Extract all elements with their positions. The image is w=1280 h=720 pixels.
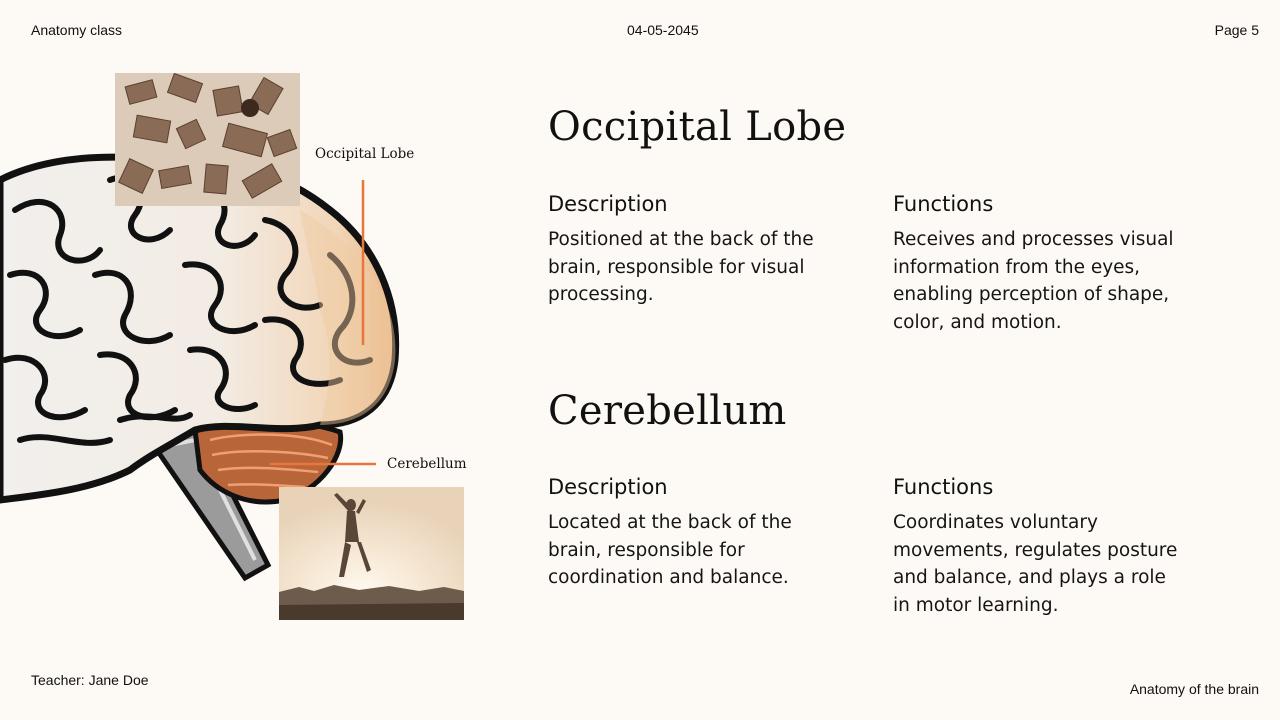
dancer-photo — [279, 487, 464, 620]
teacher-name: Teacher: Jane Doe — [31, 672, 149, 688]
section-title-occipital: Occipital Lobe — [548, 104, 847, 150]
functions-heading: Functions — [893, 475, 994, 499]
slide-date: 04-05-2045 — [627, 22, 699, 38]
description-text: Located at the back of the brain, responsible for coordination and balance. — [548, 512, 792, 588]
description-heading: Description — [548, 475, 668, 499]
occipital-functions — [893, 192, 1183, 336]
functions-text: Coordinates voluntary movements, regulates posture and balance, and plays a role in motor learning. — [893, 512, 1178, 616]
occipital-description — [548, 192, 838, 309]
cerebellum-functions — [893, 475, 1183, 619]
occipital-lobe-label: Occipital Lobe — [315, 146, 415, 162]
description-text: Positioned at the back of the brain, responsible for visual processing. — [548, 229, 814, 305]
functions-heading: Functions — [893, 192, 994, 216]
cerebellum-label: Cerebellum — [387, 456, 467, 472]
description-heading: Description — [548, 192, 668, 216]
section-title-cerebellum: Cerebellum — [548, 388, 787, 434]
cerebellum-description — [548, 475, 838, 592]
page-number: Page 5 — [1214, 22, 1259, 38]
functions-text: Receives and processes visual information from the eyes, enabling perception of shape, color, and motion. — [893, 229, 1174, 333]
building-blocks-photo — [115, 73, 300, 206]
course-name: Anatomy class — [31, 22, 123, 38]
deck-title: Anatomy of the brain — [1129, 681, 1259, 697]
brain-illustration — [0, 60, 480, 660]
